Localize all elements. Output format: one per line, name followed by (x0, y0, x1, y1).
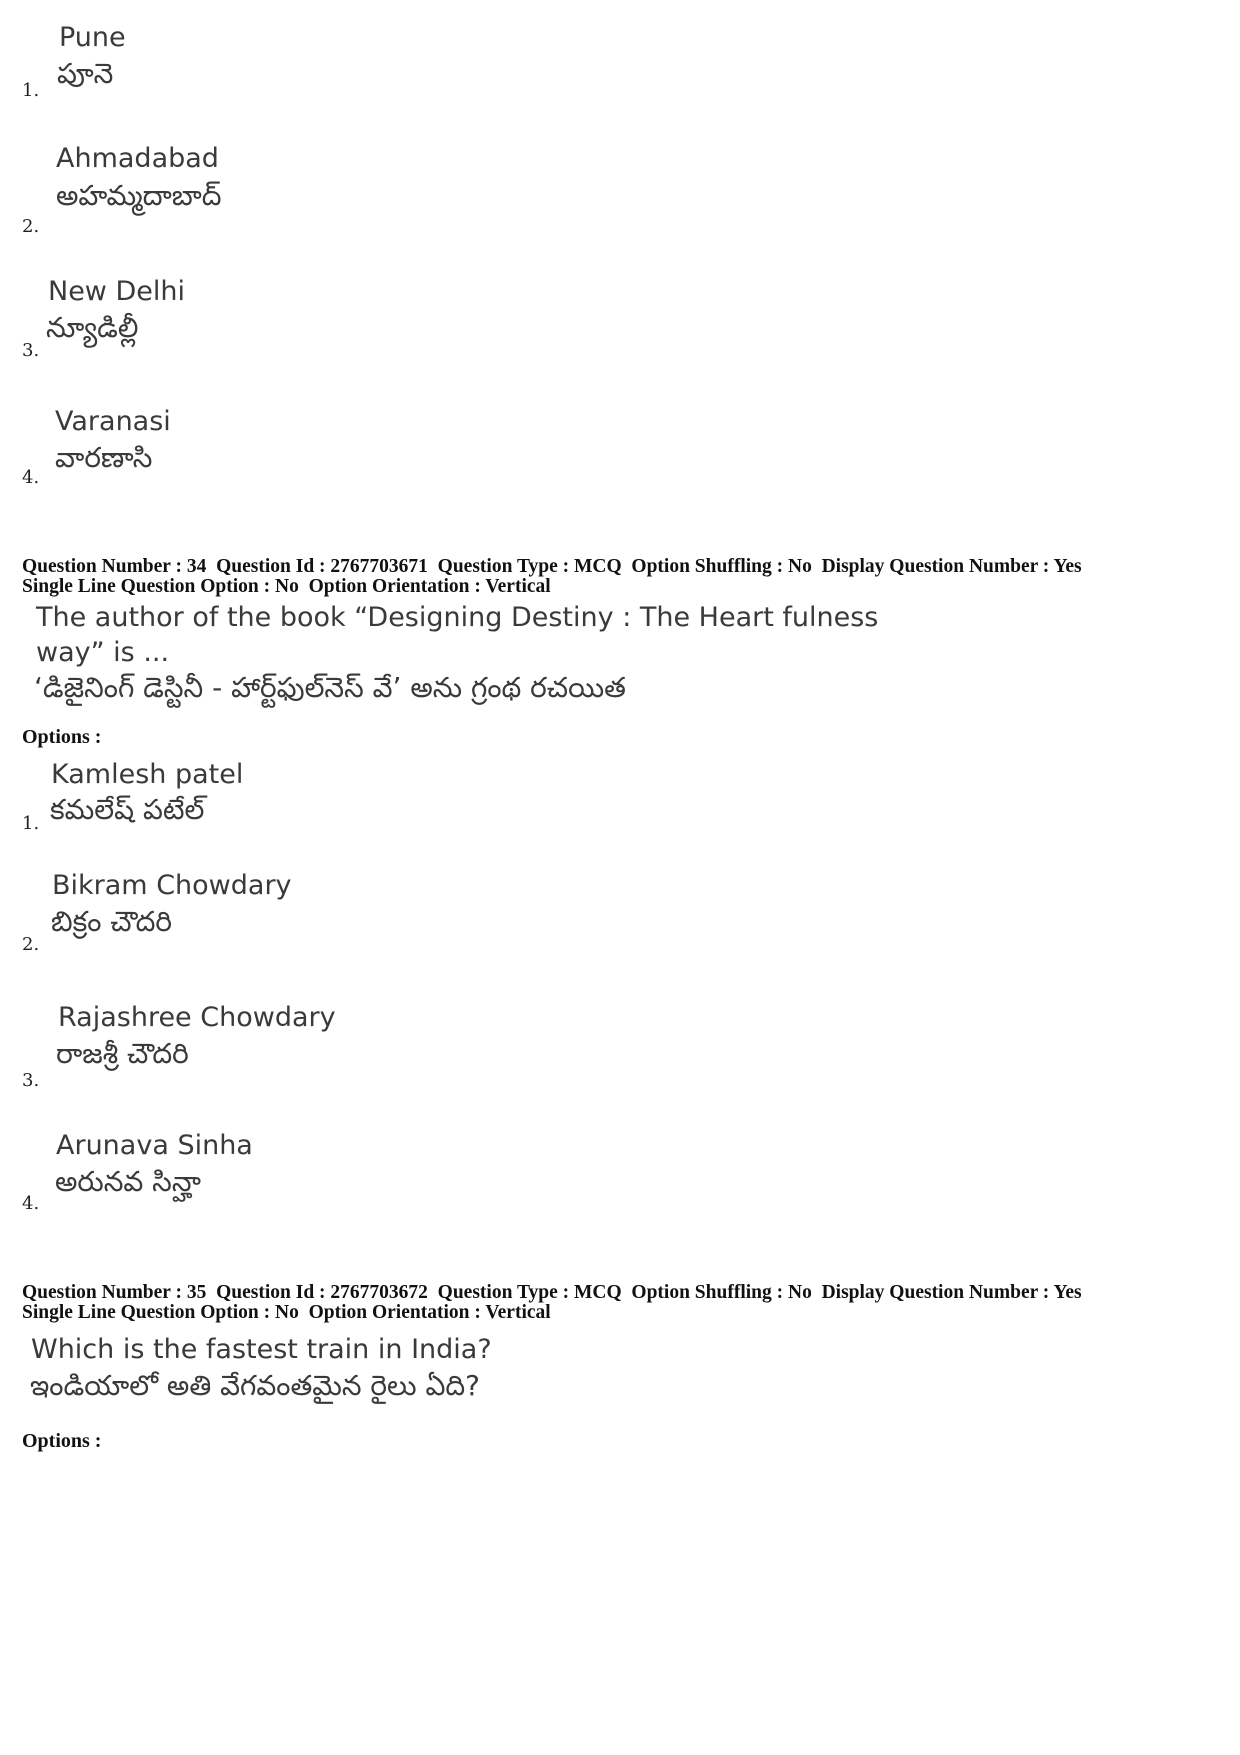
option-text-te: పూనె (57, 57, 114, 90)
option-number: 4. (22, 467, 40, 488)
option-text-te: కమలేష్ పటేల్ (50, 793, 205, 826)
option-number: 3. (22, 1070, 40, 1091)
option-text-te: న్యూడిల్లీ (46, 311, 139, 344)
option-number: 4. (22, 1193, 40, 1214)
option-text-en: New Delhi (48, 276, 185, 307)
option-text-te: రాజశ్రీ చౌదరి (56, 1037, 189, 1070)
options-label: Options : (22, 726, 102, 748)
option-text-en: Pune (59, 22, 126, 53)
option-number: 3. (22, 340, 40, 361)
option-text-en: Arunava Sinha (56, 1130, 253, 1161)
option-text-te: అరునవ సిన్హా (55, 1165, 201, 1198)
option-text-en: Kamlesh patel (51, 759, 244, 790)
question-text-te: ఇండియాలో అతి వేగవంతమైన రైలు ఏది? (30, 1369, 480, 1402)
option-number: 2. (22, 216, 40, 237)
question-meta-line-2: Single Line Question Option : No Option Orientation : Vertical (22, 1302, 551, 1323)
option-number: 1. (22, 80, 40, 101)
question-text-en: Which is the fastest train in India? (31, 1334, 492, 1365)
option-text-te: అహమ్మదాబాద్ (56, 179, 222, 212)
options-label: Options : (22, 1430, 102, 1452)
question-text-en-line-2: way” is ... (36, 637, 170, 668)
option-text-en: Rajashree Chowdary (58, 1002, 336, 1033)
question-meta-line-1: Question Number : 34 Question Id : 2767703671 Question Type : MCQ Option Shuffling : No Display Question Number : Yes (22, 556, 1082, 577)
option-text-te: వారణాసి (55, 441, 153, 474)
question-text-en-line-1: The author of the book “Designing Destiny : The Heart fulness (36, 602, 879, 633)
question-meta-line-2: Single Line Question Option : No Option Orientation : Vertical (22, 576, 551, 597)
option-number: 2. (22, 934, 40, 955)
option-text-en: Varanasi (55, 406, 171, 437)
option-text-te: బిక్రం చౌదరి (51, 905, 173, 938)
question-text-te: ‘డిజైనింగ్ డెస్టినీ - హార్ట్‌ఫుల్‌నెస్ వే’ అను గ్రంథ రచయిత (34, 671, 626, 704)
option-number: 1. (22, 813, 40, 834)
option-text-en: Ahmadabad (56, 143, 219, 174)
option-text-en: Bikram Chowdary (52, 870, 292, 901)
question-meta-line-1: Question Number : 35 Question Id : 2767703672 Question Type : MCQ Option Shuffling : No Display Question Number : Yes (22, 1282, 1082, 1303)
